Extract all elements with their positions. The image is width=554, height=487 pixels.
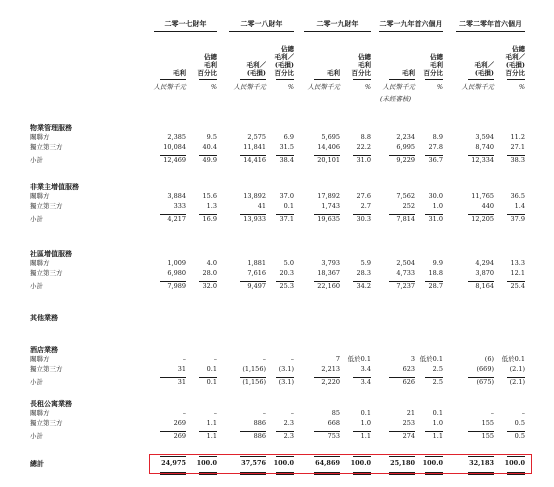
percent-cell: 30.0 bbox=[428, 192, 443, 200]
percent-cell: – bbox=[213, 409, 217, 417]
subheader-underline-percent bbox=[425, 79, 443, 80]
total-double-underline-percent bbox=[425, 474, 443, 475]
amount-cell: 2,213 bbox=[321, 365, 340, 373]
amount-cell: (6) bbox=[484, 355, 494, 363]
percent-cell: 3.4 bbox=[360, 378, 371, 386]
amount-cell: (669) bbox=[476, 365, 494, 373]
amount-cell: 12,205 bbox=[471, 215, 494, 223]
period-header: 二零一九年首六個月 bbox=[379, 19, 443, 28]
percent-cell: 25.4 bbox=[510, 282, 525, 290]
amount-cell: 12,469 bbox=[163, 156, 186, 164]
amount-cell: 11,765 bbox=[471, 192, 494, 200]
unit-percent: % bbox=[287, 83, 294, 91]
percent-cell: 36.5 bbox=[510, 192, 525, 200]
subheader-underline-percent bbox=[276, 79, 294, 80]
percent-cell: 0.1 bbox=[360, 409, 371, 417]
percent-cell: 2.7 bbox=[360, 202, 371, 210]
percent-cell: 38.4 bbox=[279, 156, 294, 164]
total-double-underline-percent bbox=[276, 474, 294, 475]
percent-cell: 13.3 bbox=[510, 259, 525, 267]
percent-header: 佔總 毛利 百分比 bbox=[351, 53, 371, 77]
amount-cell: 13,892 bbox=[243, 192, 266, 200]
amount-cell: 4,294 bbox=[475, 259, 494, 267]
percent-cell: 0.1 bbox=[283, 202, 294, 210]
row-label: 關聯方 bbox=[30, 259, 50, 267]
total-double-underline-amount bbox=[240, 474, 266, 475]
row-label: 小計 bbox=[30, 215, 43, 223]
amount-cell: (1,156) bbox=[242, 378, 266, 386]
amount-cell: – bbox=[182, 355, 186, 363]
amount-cell: 12,334 bbox=[471, 156, 494, 164]
percent-cell: 1.0 bbox=[360, 419, 371, 427]
amount-cell: 753 bbox=[327, 432, 340, 440]
row-label: 關聯方 bbox=[30, 133, 50, 141]
percent-cell: – bbox=[521, 409, 525, 417]
unit-rmb: 人民幣千元 bbox=[382, 83, 415, 91]
amount-cell: 3,870 bbox=[475, 269, 494, 277]
percent-cell: 31.0 bbox=[356, 156, 371, 164]
total-amount-cell: 37,576 bbox=[241, 459, 266, 467]
percent-cell: 1.0 bbox=[432, 419, 443, 427]
total-label: 總計 bbox=[30, 459, 44, 468]
amount-cell: 274 bbox=[402, 432, 415, 440]
total-percent-cell: 100.0 bbox=[196, 459, 217, 467]
period-underline bbox=[229, 31, 294, 32]
amount-cell: 2,504 bbox=[396, 259, 415, 267]
amount-cell: 4,217 bbox=[167, 215, 186, 223]
percent-cell: – bbox=[213, 355, 217, 363]
unit-rmb: 人民幣千元 bbox=[307, 83, 340, 91]
total-amount-cell: 32,183 bbox=[469, 459, 494, 467]
percent-cell: 低於0.1 bbox=[347, 355, 371, 363]
period-header: 二零二零年首六個月 bbox=[459, 19, 522, 28]
gross-profit-header: 毛利／ (毛損) bbox=[246, 61, 266, 77]
amount-cell: 6,995 bbox=[396, 143, 415, 151]
amount-cell: (1,156) bbox=[242, 365, 266, 373]
amount-cell: 31 bbox=[177, 365, 186, 373]
subheader-underline-percent bbox=[353, 79, 371, 80]
percent-cell: 28.0 bbox=[202, 269, 217, 277]
percent-cell: 11.2 bbox=[510, 133, 525, 141]
row-label: 關聯方 bbox=[30, 409, 50, 417]
amount-cell: 668 bbox=[327, 419, 340, 427]
amount-cell: 7 bbox=[335, 355, 340, 363]
amount-cell: 21 bbox=[406, 409, 415, 417]
period-underline bbox=[154, 31, 217, 32]
amount-cell: 155 bbox=[481, 419, 494, 427]
gross-profit-header: 毛利 bbox=[402, 69, 415, 77]
percent-cell: 5.9 bbox=[360, 259, 371, 267]
amount-cell: 269 bbox=[173, 419, 186, 427]
total-amount-cell: 24,975 bbox=[161, 459, 186, 467]
unit-percent: % bbox=[364, 83, 371, 91]
percent-cell: 25.3 bbox=[279, 282, 294, 290]
percent-cell: 0.5 bbox=[514, 432, 525, 440]
row-label: 獨立第三方 bbox=[30, 269, 63, 277]
row-label: 獨立第三方 bbox=[30, 202, 63, 210]
percent-cell: 27.8 bbox=[428, 143, 443, 151]
row-label: 獨立第三方 bbox=[30, 419, 63, 427]
amount-cell: 18,367 bbox=[317, 269, 340, 277]
percent-cell: 12.1 bbox=[510, 269, 525, 277]
section-title: 長租公寓業務 bbox=[30, 399, 72, 408]
amount-cell: 252 bbox=[402, 202, 415, 210]
percent-cell: 低於0.1 bbox=[419, 355, 443, 363]
gross-profit-header: 毛利 bbox=[327, 69, 340, 77]
amount-cell: 41 bbox=[257, 202, 266, 210]
amount-cell: 10,084 bbox=[163, 143, 186, 151]
percent-cell: 28.7 bbox=[428, 282, 443, 290]
percent-cell: 32.0 bbox=[202, 282, 217, 290]
unit-percent: % bbox=[436, 83, 443, 91]
amount-cell: 19,635 bbox=[317, 215, 340, 223]
amount-cell: 155 bbox=[481, 432, 494, 440]
subheader-underline-amount bbox=[240, 79, 266, 80]
amount-cell: 1,881 bbox=[247, 259, 266, 267]
section-title: 酒店業務 bbox=[30, 345, 58, 354]
amount-cell: 3,884 bbox=[167, 192, 186, 200]
amount-cell: 8,164 bbox=[475, 282, 494, 290]
percent-cell: 3.4 bbox=[360, 365, 371, 373]
total-double-underline-amount bbox=[160, 474, 186, 475]
period-underline bbox=[456, 31, 525, 32]
period-underline bbox=[379, 31, 443, 32]
amount-cell: – bbox=[262, 355, 266, 363]
amount-cell: 253 bbox=[402, 419, 415, 427]
percent-cell: 8.9 bbox=[432, 133, 443, 141]
amount-cell: 20,101 bbox=[317, 156, 340, 164]
percent-cell: 27.1 bbox=[510, 143, 525, 151]
row-label: 關聯方 bbox=[30, 192, 50, 200]
percent-cell: 37.9 bbox=[510, 215, 525, 223]
percent-cell: 2.5 bbox=[432, 378, 443, 386]
percent-cell: 0.1 bbox=[206, 365, 217, 373]
percent-cell: 28.3 bbox=[356, 269, 371, 277]
percent-cell: (3.1) bbox=[278, 378, 294, 386]
total-percent-cell: 100.0 bbox=[422, 459, 443, 467]
percent-cell: (2.1) bbox=[509, 365, 525, 373]
amount-cell: 13,933 bbox=[243, 215, 266, 223]
percent-cell: 9.9 bbox=[432, 259, 443, 267]
amount-cell: 623 bbox=[402, 365, 415, 373]
amount-cell: 7,237 bbox=[396, 282, 415, 290]
percent-cell: 6.9 bbox=[283, 133, 294, 141]
amount-cell: 2,234 bbox=[396, 133, 415, 141]
amount-cell: 7,989 bbox=[167, 282, 186, 290]
amount-cell: 886 bbox=[253, 419, 266, 427]
total-double-underline-percent bbox=[507, 474, 525, 475]
amount-cell: – bbox=[182, 409, 186, 417]
gross-profit-header: 毛利／ (毛損) bbox=[474, 61, 494, 77]
amount-cell: 3 bbox=[410, 355, 415, 363]
percent-cell: 16.9 bbox=[202, 215, 217, 223]
row-label: 小計 bbox=[30, 156, 43, 164]
percent-cell: 1.1 bbox=[360, 432, 371, 440]
percent-cell: 49.9 bbox=[202, 156, 217, 164]
total-double-underline-amount bbox=[389, 474, 415, 475]
percent-cell: (2.1) bbox=[509, 378, 525, 386]
percent-cell: – bbox=[290, 409, 294, 417]
percent-cell: 低於0.1 bbox=[501, 355, 525, 363]
amount-cell: 9,497 bbox=[247, 282, 266, 290]
percent-header: 佔總 毛利 百分比 bbox=[197, 53, 217, 77]
percent-cell: 1.0 bbox=[432, 202, 443, 210]
percent-cell: 30.3 bbox=[356, 215, 371, 223]
subheader-underline-amount bbox=[389, 79, 415, 80]
row-label: 小計 bbox=[30, 378, 43, 386]
row-label: 小計 bbox=[30, 282, 43, 290]
amount-cell: 886 bbox=[253, 432, 266, 440]
unit-rmb: 人民幣千元 bbox=[461, 83, 494, 91]
amount-cell: 2,385 bbox=[167, 133, 186, 141]
subheader-underline-percent bbox=[507, 79, 525, 80]
unit-rmb: 人民幣千元 bbox=[153, 83, 186, 91]
unit-rmb: 人民幣千元 bbox=[233, 83, 266, 91]
amount-cell: 2,575 bbox=[247, 133, 266, 141]
amount-cell: 4,733 bbox=[396, 269, 415, 277]
section-title: 社區增值服務 bbox=[30, 249, 72, 258]
amount-cell: 9,229 bbox=[396, 156, 415, 164]
percent-cell: 37.0 bbox=[279, 192, 294, 200]
amount-cell: 626 bbox=[402, 378, 415, 386]
percent-cell: 0.1 bbox=[206, 378, 217, 386]
amount-cell: 31 bbox=[177, 378, 186, 386]
row-label: 獨立第三方 bbox=[30, 143, 63, 151]
percent-cell: 1.3 bbox=[206, 202, 217, 210]
percent-cell: 0.1 bbox=[432, 409, 443, 417]
total-percent-cell: 100.0 bbox=[273, 459, 294, 467]
unit-percent: % bbox=[210, 83, 217, 91]
period-header: 二零一八財年 bbox=[240, 19, 283, 28]
percent-cell: 1.1 bbox=[206, 432, 217, 440]
percent-cell: 27.6 bbox=[356, 192, 371, 200]
amount-cell: 2,220 bbox=[321, 378, 340, 386]
percent-cell: – bbox=[290, 355, 294, 363]
amount-cell: 14,416 bbox=[243, 156, 266, 164]
amount-cell: 6,980 bbox=[167, 269, 186, 277]
percent-cell: (3.1) bbox=[278, 365, 294, 373]
percent-cell: 31.5 bbox=[279, 143, 294, 151]
percent-cell: 1.4 bbox=[514, 202, 525, 210]
amount-cell: – bbox=[490, 409, 494, 417]
gross-profit-header: 毛利 bbox=[173, 69, 186, 77]
percent-cell: 2.3 bbox=[283, 432, 294, 440]
total-double-underline-percent bbox=[199, 474, 217, 475]
percent-cell: 38.3 bbox=[510, 156, 525, 164]
percent-cell: 18.8 bbox=[428, 269, 443, 277]
percent-cell: 34.2 bbox=[356, 282, 371, 290]
row-label: 小計 bbox=[30, 432, 43, 440]
percent-cell: 37.1 bbox=[279, 215, 294, 223]
amount-cell: 11,841 bbox=[243, 143, 266, 151]
amount-cell: 5,695 bbox=[321, 133, 340, 141]
percent-cell: 0.5 bbox=[514, 419, 525, 427]
percent-header: 佔總 毛利／ (毛損) 百分比 bbox=[505, 45, 525, 77]
percent-cell: 1.1 bbox=[206, 419, 217, 427]
section-title: 非業主增值服務 bbox=[30, 182, 79, 191]
total-double-underline-percent bbox=[353, 474, 371, 475]
percent-cell: 1.1 bbox=[432, 432, 443, 440]
total-row-highlight bbox=[149, 454, 532, 474]
amount-cell: 3,793 bbox=[321, 259, 340, 267]
percent-header: 佔總 毛利／ (毛損) 百分比 bbox=[274, 45, 294, 77]
total-amount-cell: 25,180 bbox=[390, 459, 415, 467]
subheader-underline-percent bbox=[199, 79, 217, 80]
percent-cell: 2.5 bbox=[432, 365, 443, 373]
amount-cell: 7,814 bbox=[396, 215, 415, 223]
amount-cell: 22,160 bbox=[317, 282, 340, 290]
percent-cell: 15.6 bbox=[202, 192, 217, 200]
amount-cell: 14,406 bbox=[317, 143, 340, 151]
subheader-underline-amount bbox=[160, 79, 186, 80]
amount-cell: 8,740 bbox=[475, 143, 494, 151]
section-title: 物業管理服務 bbox=[30, 123, 72, 132]
percent-cell: 4.0 bbox=[206, 259, 217, 267]
amount-cell: (675) bbox=[476, 378, 494, 386]
period-underline bbox=[304, 31, 371, 32]
unit-percent: % bbox=[518, 83, 525, 91]
amount-cell: 85 bbox=[331, 409, 340, 417]
percent-cell: 5.0 bbox=[283, 259, 294, 267]
percent-cell: 8.8 bbox=[360, 133, 371, 141]
percent-cell: 31.0 bbox=[428, 215, 443, 223]
amount-cell: 440 bbox=[481, 202, 494, 210]
percent-cell: 9.5 bbox=[206, 133, 217, 141]
percent-cell: 22.2 bbox=[356, 143, 371, 151]
row-label: 獨立第三方 bbox=[30, 365, 63, 373]
amount-cell: 1,009 bbox=[167, 259, 186, 267]
amount-cell: 333 bbox=[173, 202, 186, 210]
amount-cell: 7,616 bbox=[247, 269, 266, 277]
percent-cell: 2.3 bbox=[283, 419, 294, 427]
percent-cell: 36.7 bbox=[428, 156, 443, 164]
total-double-underline-amount bbox=[468, 474, 494, 475]
period-header: 二零一九財年 bbox=[316, 19, 359, 28]
total-double-underline-amount bbox=[314, 474, 340, 475]
total-percent-cell: 100.0 bbox=[350, 459, 371, 467]
amount-cell: 7,562 bbox=[396, 192, 415, 200]
total-percent-cell: 100.0 bbox=[504, 459, 525, 467]
amount-cell: 269 bbox=[173, 432, 186, 440]
percent-cell: 20.3 bbox=[279, 269, 294, 277]
subheader-underline-amount bbox=[314, 79, 340, 80]
amount-cell: – bbox=[262, 409, 266, 417]
percent-cell: 40.4 bbox=[202, 143, 217, 151]
section-title: 其他業務 bbox=[30, 313, 58, 322]
amount-cell: 1,743 bbox=[321, 202, 340, 210]
unit-unaudited: (未經審核) bbox=[380, 95, 412, 103]
subheader-underline-amount bbox=[468, 79, 494, 80]
total-amount-cell: 64,869 bbox=[315, 459, 340, 467]
amount-cell: 17,892 bbox=[317, 192, 340, 200]
row-label: 關聯方 bbox=[30, 355, 50, 363]
period-header: 二零一七財年 bbox=[164, 19, 207, 28]
percent-header: 佔總 毛利 百分比 bbox=[423, 53, 443, 77]
amount-cell: 3,594 bbox=[475, 133, 494, 141]
